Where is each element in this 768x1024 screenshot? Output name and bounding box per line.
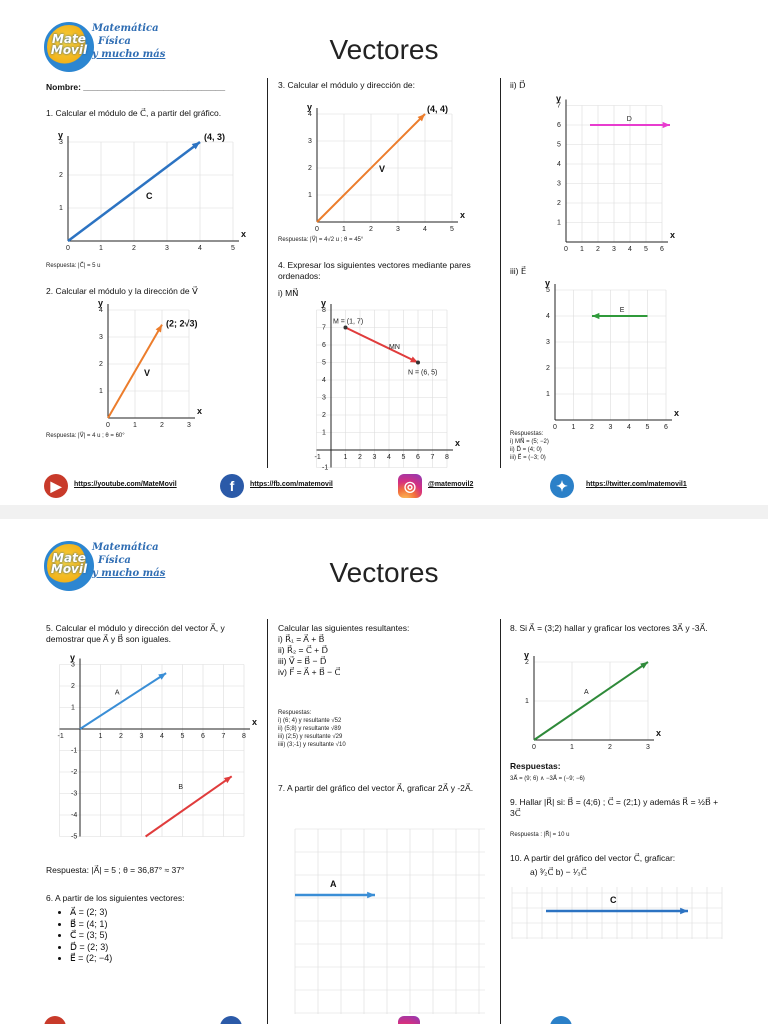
graph-q5: [42, 649, 267, 849]
q3-ytick: 3: [308, 138, 312, 145]
q4-xtick: 1: [343, 454, 348, 461]
q1-xtick: 0: [66, 245, 70, 252]
q1-ytick: 2: [59, 172, 63, 179]
q4d-ytick: 6: [557, 122, 561, 129]
q4-xtick: 6: [416, 454, 420, 461]
nombre-field[interactable]: Nombre: ______________________________: [46, 82, 226, 92]
vector-c-q10-head: [680, 908, 688, 915]
q4-xtick: 5: [401, 454, 406, 461]
question-1: 1. Calcular el módulo de C⃗, a partir del gráfico.: [46, 108, 222, 118]
answer-q9: Respuesta : |R⃗| = 10 u: [510, 832, 570, 838]
q4-ytick: 7: [322, 324, 326, 332]
q5-ytick: -3: [71, 790, 78, 798]
question-4-item-e: iii) E⃗: [510, 266, 527, 276]
q5-xtick: 5: [180, 733, 185, 740]
graph-q10: [510, 887, 722, 939]
q1-x-label: x: [241, 229, 247, 239]
q4e-xtick: 6: [664, 424, 668, 431]
q4e-xtick: 4: [627, 424, 631, 431]
vector-label-e: E: [619, 307, 625, 314]
q5-ytick: 3: [71, 661, 75, 669]
q4-x-label: x: [455, 438, 461, 448]
q5-x-label: x: [252, 717, 258, 727]
instagram-icon: ◎: [398, 474, 422, 498]
q3-xtick: 5: [450, 226, 454, 233]
q5-ytick: -4: [71, 812, 78, 819]
q5-xtick: 6: [201, 733, 205, 740]
logo-line-1: Matemática: [92, 23, 159, 34]
twitter-icon: ✦: [550, 474, 574, 498]
point-label-q3: (4, 4): [427, 104, 449, 114]
q4-ytick: 6: [322, 342, 326, 349]
q4e-ytick: 5: [546, 287, 550, 294]
question-4-item-d: ii) D⃗: [510, 80, 526, 90]
q1-xtick: 3: [165, 245, 169, 252]
answers-q8: 3A⃗ = (9; 6) ∧ −3A⃗ = (−9; −6): [510, 776, 585, 782]
q4-ytick: 3: [322, 394, 326, 402]
q4-ytick: 2: [322, 412, 326, 419]
q4d-xtick: 3: [612, 246, 616, 253]
vector-label-a-q7: A: [330, 879, 337, 889]
q2-ytick: 1: [99, 388, 103, 395]
q2-xtick: 1: [133, 422, 137, 429]
question-8: 8. Si A⃗ = (3;2) hallar y graficar los vectores 3A⃗ y -3A⃗.: [510, 623, 708, 633]
point-m-label: M = (1, 7): [333, 318, 364, 326]
question-4: 4. Expresar los siguientes vectores mediante pares ordenados:: [278, 260, 471, 281]
vector-b: [146, 776, 232, 836]
q2-ytick: 3: [99, 334, 103, 341]
q4-ytick: 8: [322, 307, 326, 314]
q5-xtick: -1: [57, 733, 64, 740]
q3-xtick: 1: [342, 226, 346, 233]
point-label-q2: (2; 2√3): [166, 318, 198, 329]
q2-xtick: 3: [187, 422, 191, 429]
q1-ytick: 1: [59, 205, 63, 212]
matemovil-logo-2: Mate Movil Matemática Física y mucho más: [44, 541, 174, 593]
vector-label-c: C: [146, 191, 153, 201]
logo-mark: Mate Movil: [50, 32, 88, 57]
twitter-icon: [550, 1016, 572, 1024]
q4d-ytick: 2: [557, 200, 561, 207]
q3-xtick: 0: [315, 226, 319, 233]
vector-label-d: D: [626, 116, 632, 123]
q8-xtick: 3: [646, 744, 650, 751]
q5-ytick: 2: [71, 683, 75, 690]
q4-xtick: -1: [314, 454, 321, 461]
vector-label-a: A: [114, 689, 120, 697]
q3-ytick: 1: [308, 192, 312, 199]
graph-q3: [300, 95, 470, 235]
q4-xtick: 2: [358, 454, 362, 461]
question-6: 6. A partir de los siguientes vectores:: [46, 893, 185, 903]
answer-q3: Respuesta: |V⃗| = 4√2 u ; θ = 45°: [278, 237, 364, 243]
q5-xtick: 3: [139, 733, 144, 740]
vector-e-head: [592, 313, 599, 319]
q4-xtick: 4: [387, 454, 391, 461]
q4d-y-label: y: [556, 93, 562, 104]
graph-q2: [90, 300, 220, 430]
q3-xtick: 3: [396, 226, 400, 233]
answer-q1: Respuesta: |C⃗| = 5 u: [46, 263, 101, 269]
page-gap: [0, 505, 768, 519]
q4e-y-label: y: [545, 278, 551, 288]
question-10-options: a) ³⁄₂C⃗ b) − ¹⁄₃C⃗: [530, 867, 587, 877]
q4e-ytick: 1: [546, 391, 550, 398]
graph-q4-e: [545, 280, 695, 430]
q2-ytick: 2: [99, 361, 103, 368]
q3-xtick: 2: [369, 226, 373, 233]
vector-label-a-q8: A: [584, 689, 589, 696]
q8-y-label: y: [524, 650, 530, 660]
q4-ytick: -1: [322, 464, 329, 472]
facebook-icon: [220, 1016, 242, 1024]
answers-q8-title: Respuestas:: [510, 761, 561, 771]
graph-q1: [40, 118, 265, 258]
worksheet-page-1: [0, 0, 768, 505]
page-title-2: Vectores: [329, 557, 439, 588]
q2-x-label: x: [197, 406, 203, 416]
q2-xtick: 2: [160, 422, 164, 429]
q4d-ytick: 5: [557, 141, 561, 149]
q2-y-label: y: [98, 298, 104, 308]
q4e-ytick: 4: [546, 313, 550, 320]
vector-label-c-q10: C: [610, 895, 617, 905]
answers-q4: Respuestas: i) MN⃗ = (5; −2) ii) D⃗ = (4; 0) iii) E⃗ = (−3; 0): [510, 431, 549, 461]
q5-ytick: -1: [71, 747, 78, 755]
question-3: 3. Calcular el módulo y dirección de:: [278, 80, 416, 90]
q5-xtick: 4: [160, 733, 164, 740]
q1-xtick: 4: [198, 245, 202, 252]
q4e-xtick: 0: [553, 424, 557, 431]
question-4-item-mn: i) MN⃗: [278, 288, 299, 298]
q4-ytick: 1: [322, 429, 326, 437]
facebook-link[interactable]: https://fb.com/matemovil: [250, 481, 333, 488]
q5-xtick: 1: [98, 733, 103, 740]
q5-xtick: 2: [119, 733, 123, 740]
q4-xtick: 7: [430, 454, 435, 461]
vector-label-v2: V: [144, 368, 151, 378]
q4d-ytick: 4: [557, 161, 561, 168]
q8-x-label: x: [656, 728, 662, 738]
q4d-xtick: 2: [596, 246, 600, 253]
question-7: 7. A partir del gráfico del vector A⃗, graficar 2A⃗ y -2A⃗.: [278, 783, 474, 793]
vector-list: • A⃗ = (2; 3) • B⃗ = (4; 1) • C⃗ = (3; 5) • D⃗ = (2; 3) • E⃗ = (2; −4): [60, 907, 112, 965]
question-5: 5. Calcular el módulo y dirección del vector A⃗, y demostrar que A⃗ y B⃗ son iguales.: [46, 623, 225, 644]
question-2: 2. Calcular el módulo y la dirección de V⃗: [46, 286, 198, 296]
vector-label-mn: MN: [389, 344, 400, 351]
graph-q4-mn: [310, 298, 470, 472]
q1-ytick: 3: [59, 139, 63, 146]
youtube-icon: [44, 1016, 66, 1024]
q4d-ytick: 7: [557, 102, 561, 110]
point-m: [344, 326, 348, 330]
q4e-x-label: x: [674, 408, 680, 418]
answer-q2: Respuesta: |V⃗| = 4 u ; θ = 60°: [46, 433, 125, 439]
q1-xtick: 1: [99, 245, 103, 252]
q5-ytick: 1: [71, 704, 75, 712]
q3-y-label: y: [307, 102, 313, 112]
vector-a: [80, 673, 166, 729]
q5-xtick: 7: [221, 733, 226, 740]
q2-xtick: 0: [106, 422, 110, 429]
q8-xtick: 1: [570, 744, 574, 751]
point-n-label: N = (6, 5): [408, 369, 438, 377]
question-9: 9. Hallar |R⃗| si: B⃗ = (4;6) ; C⃗ = (2;1) y además R⃗ = ½B⃗ + 3C⃗: [510, 797, 719, 818]
worksheet-page-2: [0, 519, 768, 1024]
instagram-icon: [398, 1016, 420, 1024]
q1-xtick: 5: [231, 245, 235, 252]
q4e-xtick: 5: [645, 424, 650, 431]
q8-ytick: 2: [525, 659, 529, 666]
q4d-ytick: 1: [557, 219, 561, 227]
q4e-ytick: 2: [546, 365, 550, 372]
q4-xtick: 3: [372, 454, 377, 461]
q4-xtick: 8: [445, 454, 449, 461]
q5-y-label: y: [70, 652, 76, 663]
q4e-xtick: 3: [608, 424, 613, 431]
q8-xtick: 2: [608, 744, 612, 751]
q4-ytick: 5: [322, 359, 326, 367]
page-title: Vectores: [329, 34, 439, 65]
q4e-xtick: 1: [571, 424, 576, 431]
q4e-xtick: 2: [590, 424, 594, 431]
q4d-xtick: 6: [660, 246, 664, 253]
q4d-xtick: 4: [628, 246, 632, 253]
vector-label-b: B: [178, 784, 184, 792]
question-10: 10. A partir del gráfico del vector C⃗, graficar:: [510, 853, 676, 863]
resultants-block: Calcular las siguientes resultantes: i) R⃗₁ = A⃗ + B⃗ ii) R⃗₂ = C⃗ + D⃗ iii) V⃗ = B⃗ − D⃗ iv) F⃗ = A⃗ + B⃗ − C⃗: [278, 623, 410, 677]
q8-xtick: 0: [532, 744, 536, 751]
q4d-xtick: 0: [564, 246, 568, 253]
q5-ytick: -2: [71, 769, 78, 776]
graph-q4-d: [556, 92, 685, 253]
instagram-link[interactable]: @matemovil2: [428, 481, 474, 488]
q4d-xtick: 1: [580, 246, 584, 253]
q4d-xtick: 5: [644, 246, 648, 253]
vector-a-q7-head: [367, 892, 375, 899]
q4e-ytick: 3: [546, 339, 550, 346]
q3-ytick: 2: [308, 165, 312, 172]
q3-x-label: x: [460, 210, 466, 220]
youtube-icon: ▶: [44, 474, 68, 498]
q3-ytick: 4: [308, 111, 312, 118]
resultants-answers: Respuestas: i) (6; 4) y resultante √52 ii) (5;8) y resultante √89 iii) (2;5) y resultante √29 iiii) (3;-1) y resultante √10: [278, 710, 346, 748]
q4d-ytick: 3: [557, 180, 561, 188]
q4-y-label: y: [321, 298, 327, 308]
facebook-icon: f: [220, 474, 244, 498]
twitter-link[interactable]: https://twitter.com/matemovil1: [586, 481, 687, 488]
answer-q5: Respuesta: |A⃗| = 5 ; θ = 36,87° ≈ 37°: [46, 865, 185, 875]
point-n: [416, 361, 420, 365]
q2-ytick: 4: [99, 307, 103, 314]
q1-y-label: y: [58, 130, 64, 140]
point-label-q1: (4, 3): [204, 132, 226, 142]
youtube-link[interactable]: https://youtube.com/MateMovil: [74, 481, 177, 488]
vector-label-v3: V: [379, 164, 386, 174]
q3-xtick: 4: [423, 226, 427, 233]
logo-line-3: y mucho más: [92, 49, 166, 60]
graph-q7: [290, 829, 495, 1019]
q8-ytick: 1: [525, 698, 529, 705]
q5-ytick: -5: [71, 833, 78, 841]
vector-d-head: [663, 122, 670, 128]
q1-xtick: 2: [132, 245, 136, 252]
q5-xtick: 8: [242, 733, 246, 740]
q4-ytick: 4: [322, 377, 326, 384]
q4d-x-label: x: [670, 230, 676, 240]
logo-line-2: Física: [98, 36, 131, 47]
graph-q8: [512, 650, 672, 754]
